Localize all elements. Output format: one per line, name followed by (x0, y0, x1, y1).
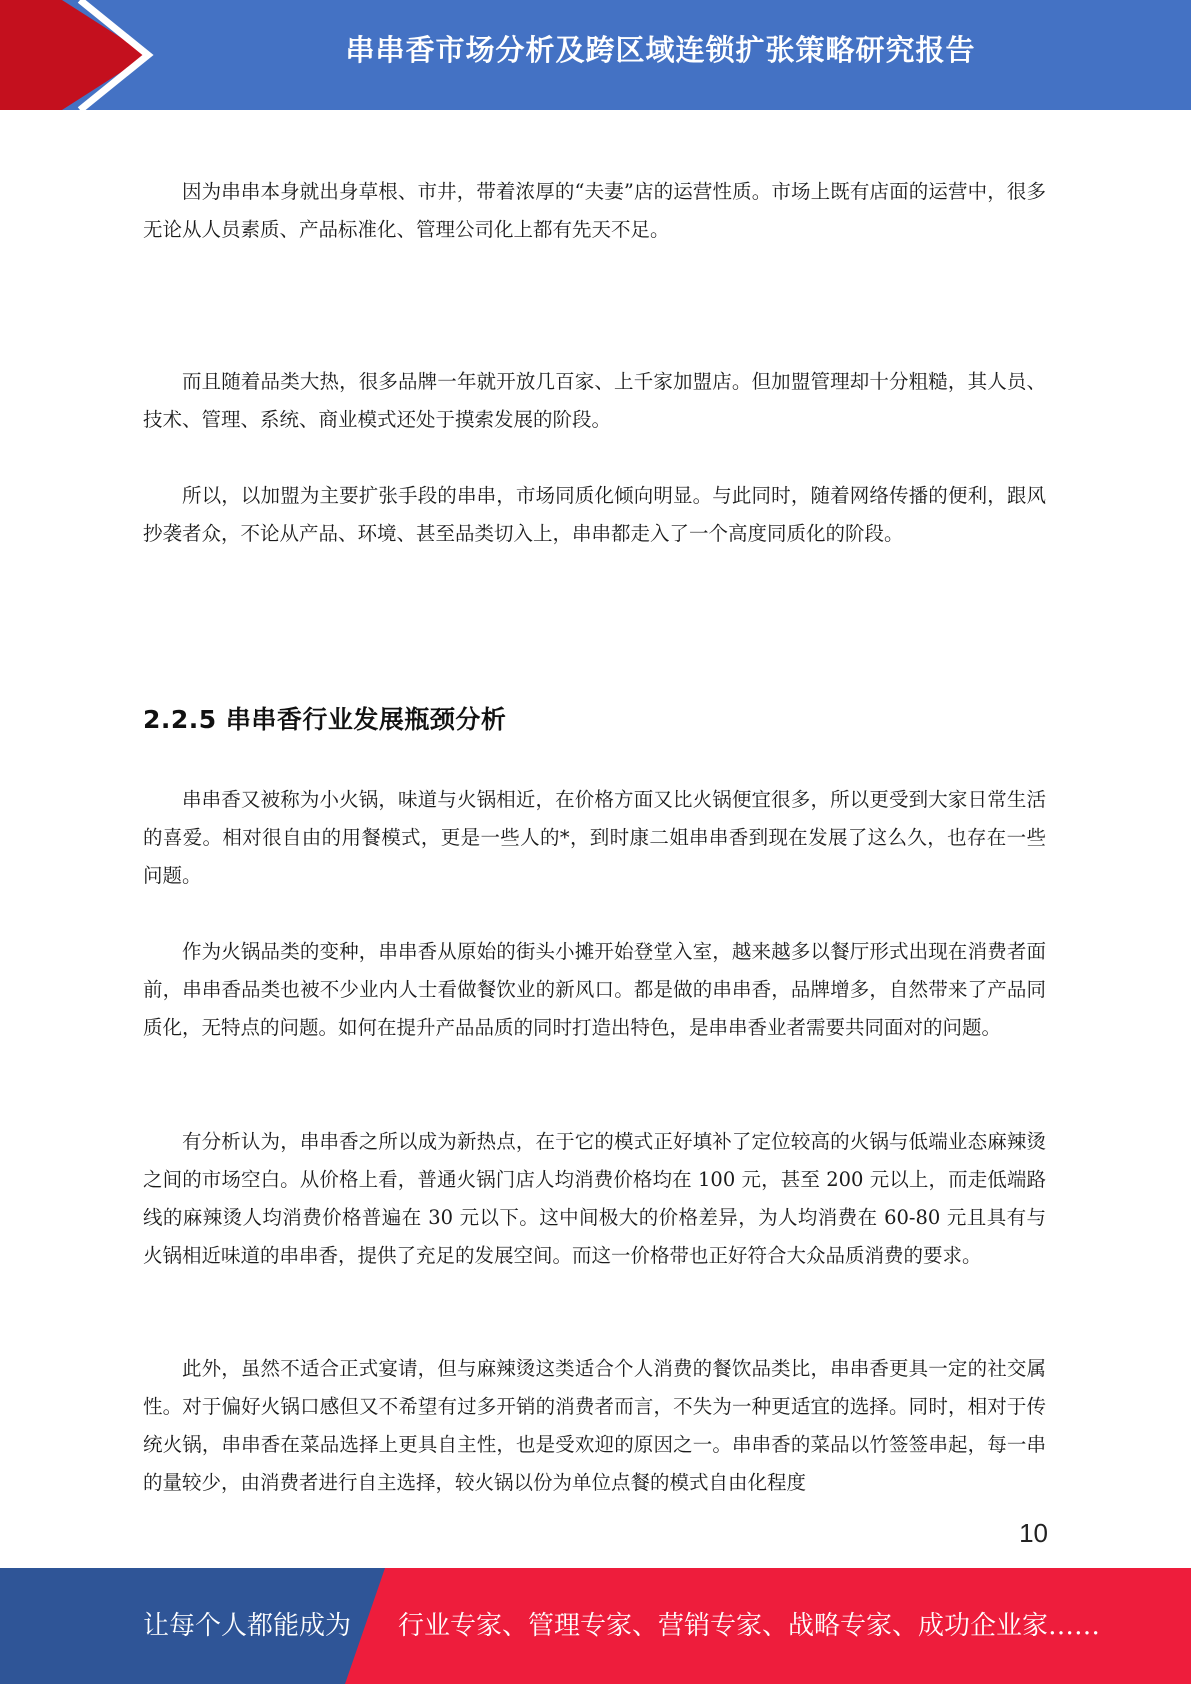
paragraph-text: 而且随着品类大热，很多品牌一年就开放几百家、上千家加盟店。但加盟管理却十分粗糙，其人员、技术、管理、系统、商业模式还处于摸索发展的阶段。 (143, 370, 1046, 431)
body-paragraph (143, 477, 1046, 553)
paragraph-text: 此外，虽然不适合正式宴请，但与麻辣烫这类适合个人消费的餐饮品类比，串串香更具一定的社交属性。对于偏好火锅口感但又不希望有过多开销的消费者而言，不失为一种更适宜的选择。同时，相对于传统火锅，串串香在菜品选择上更具自主性，也是受欢迎的原因之一。串串香的菜品以竹签签串起，每一串的量较少，由消费者进行自主选择，较火锅以份为单位点餐的模式自由化程度 (143, 1357, 1046, 1494)
paragraph-text: 所以，以加盟为主要扩张手段的串串，市场同质化倾向明显。与此同时，随着网络传播的便利，跟风抄袭者众，不论从产品、环境、甚至品类切入上，串串都走入了一个高度同质化的阶段。 (143, 484, 1046, 545)
page-header (0, 0, 1191, 110)
report-title: 串串香市场分析及跨区域连锁扩张策略研究报告 (345, 33, 976, 67)
footer-slogan-right: 行业专家、管理专家、营销专家、战略专家、成功企业家…… (398, 1611, 1101, 1641)
body-paragraph (143, 363, 1046, 439)
section-heading: 2.2.5 串串香行业发展瓶颈分析 (143, 705, 507, 734)
paragraph-text: 因为串串本身就出身草根、市井，带着浓厚的“夫妻”店的运营性质。市场上既有店面的运营中，很多无论从人员素质、产品标准化、管理公司化上都有先天不足。 (143, 180, 1046, 241)
paragraph-text: 串串香又被称为小火锅，味道与火锅相近，在价格方面又比火锅便宜很多，所以更受到大家日常生活的喜爱。相对很自由的用餐模式，更是一些人的*，到时康二姐串串香到现在发展了这么久，也存在一些问题。 (143, 788, 1046, 887)
header-red-chevron (0, 0, 148, 110)
body-paragraph (143, 1123, 1046, 1275)
footer-slogan-left: 让每个人都能成为 (143, 1611, 352, 1641)
page-footer (0, 1568, 1191, 1684)
body-paragraph (143, 781, 1046, 895)
body-paragraph (143, 173, 1046, 249)
body-paragraph (143, 1350, 1046, 1502)
page-number: 10 (1019, 1518, 1048, 1548)
paragraph-text: 作为火锅品类的变种，串串香从原始的街头小摊开始登堂入室，越来越多以餐厅形式出现在消费者面前，串串香品类也被不少业内人士看做餐饮业的新风口。都是做的串串香，品牌增多，自然带来了产品同质化，无特点的问题。如何在提升产品品质的同时打造出特色，是串串香业者需要共同面对的问题。 (143, 940, 1046, 1039)
body-paragraph (143, 933, 1046, 1047)
paragraph-text: 有分析认为，串串香之所以成为新热点，在于它的模式正好填补了定位较高的火锅与低端业态麻辣烫之间的市场空白。从价格上看，普通火锅门店人均消费价格均在 100 元，甚至 200 元以上，而走低端路线的麻辣烫人均消费价格普遍在 30 元以下。这中间极大的价格差异，为人均消费在 60-80 元且具有与火锅相近味道的串串香，提供了充足的发展空间。而这一价格带也正好符合大众品质消费的要求。 (143, 1130, 1046, 1267)
